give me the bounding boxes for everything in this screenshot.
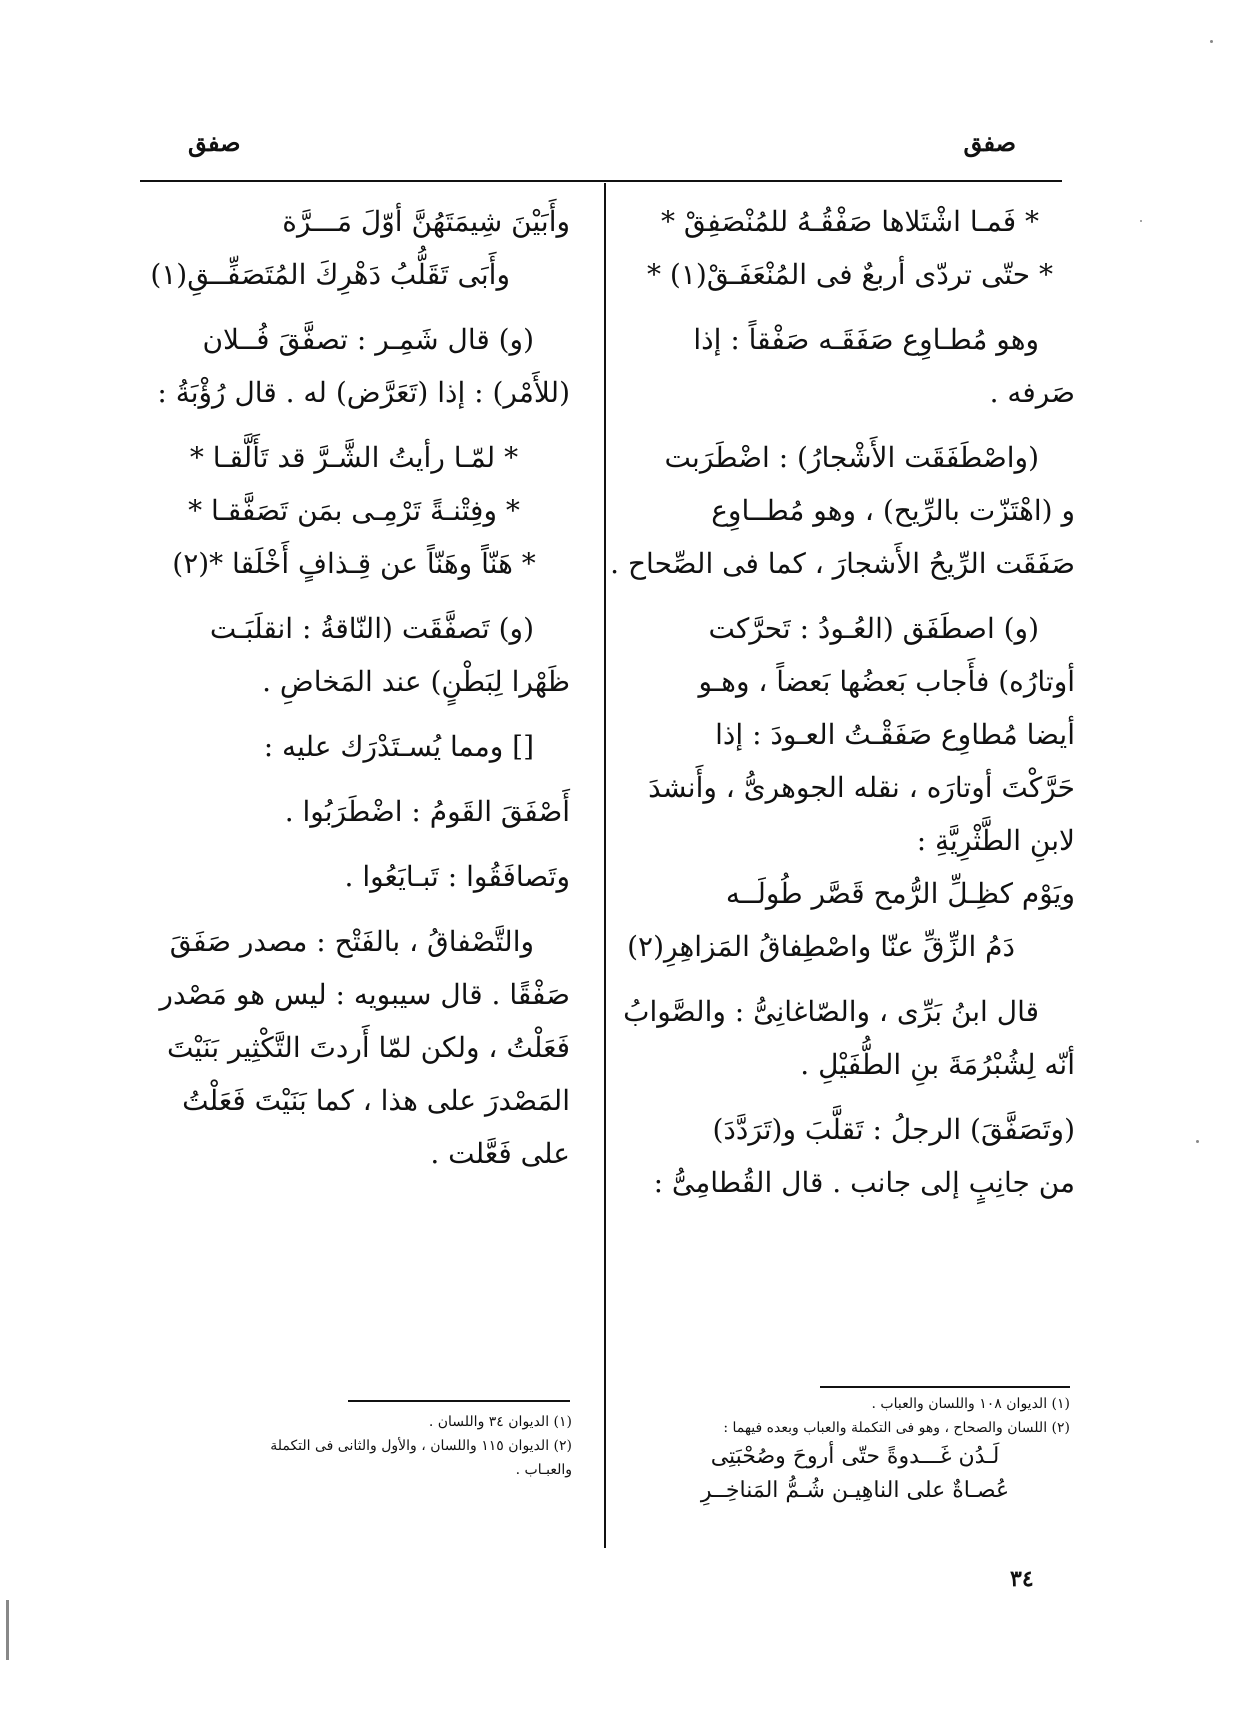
text-line: المَصْدرَ على هذا ، كما بَنَيْتَ فَعَلْتُ <box>182 1084 570 1117</box>
scan-speck <box>1210 40 1213 43</box>
footnotes-right <box>640 1392 1070 1508</box>
footnote: (١) الديوان ١٠٨ واللسان والعباب . <box>871 1396 1070 1412</box>
text-line: صَفَقَت الرِّيحُ الأَشجارَ ، كما فى الصِّحاح . <box>610 547 1075 580</box>
text-line: (واصْطَفَقَت الأَشْجارُ) : اضْطَرَبت <box>664 441 1039 474</box>
text-line: وتَصافَقُوا : تَبـايَعُوا . <box>344 860 570 893</box>
verse-line: دَمُ الزِّقِّ عنّا واصْطِفاقُ المَزاهِرِ(٢) <box>627 930 1015 963</box>
footnote: والعبـاب . <box>515 1462 572 1478</box>
footnote-rule-right <box>820 1386 1070 1388</box>
verse-line: * حتّى تردّى أربعٌ فى المُنْعَفَـقْ(١) * <box>647 258 1053 291</box>
footnotes-left <box>140 1410 572 1482</box>
verse-line: * هَنّاً وهَنّاً عن قِـذافٍ أَخْلَقا *(٢) <box>172 547 536 580</box>
text-line: (و) تَصفَّقَت (النّاقةُ : انقلَبَـت <box>209 612 534 645</box>
text-line: لابنِ الطَّثْرِيَّةِ : <box>916 824 1075 857</box>
text-line: صَفْقًا . قال سيبويه : ليس هو مَصْدر <box>159 978 570 1011</box>
text-line: من جانِبٍ إلى جانب . قال القُطامِىُّ : <box>653 1166 1075 1199</box>
scan-speck <box>1196 1140 1199 1143</box>
verse-line: وأَبَيْنَ شِيمَتَهُنَّ أوّلَ مَـــرَّة <box>282 205 570 238</box>
text-line: أوتارُه) فأَجاب بَعضُها بَعضاً ، وهـو <box>698 665 1075 698</box>
footnote-verse-line: لَـدُن غَـــدوةً حتّى أروحَ وصُحْبَتِى <box>710 1444 1000 1469</box>
verse-line: ويَوْم كظِـلِّ الرُّمح قَصَّر طُولَــه <box>725 877 1075 910</box>
text-line: (و) اصطَفَق (العُـودُ : تَحرَّكت <box>708 612 1039 645</box>
header-rule <box>140 180 1062 182</box>
text-line: (و) قال شَمِـر : تصفَّقَ فُــلان <box>202 323 534 356</box>
scan-speck <box>6 1600 9 1660</box>
text-line: أنّه لِشُبْرُمَةَ بنِ الطُّفَيْلِ . <box>800 1048 1075 1081</box>
verse-line: * لمّـا رأيتُ الشَّـرَّ قد تَأَلَّقـا * <box>189 441 519 474</box>
text-line: أَصْفَقَ القَومُ : اضْطَرَبُوا . <box>284 795 570 828</box>
text-line: (وتَصَفَّقَ) الرجلُ : تَقلَّبَ و(تَرَدَّدَ) <box>712 1113 1075 1146</box>
text-line: حَرَّكْتَ أوتارَه ، نقله الجوهرىُّ ، وأَنشدَ <box>648 771 1075 804</box>
text-line: صَرفه . <box>989 376 1075 409</box>
footnote: (٢) اللسان والصحاح ، وهو فى التكملة والعباب وبعده فيهما : <box>723 1420 1070 1436</box>
right-column <box>610 195 1075 1209</box>
text-line: والتَّصْفاقُ ، بالفَتْح : مصدر صَفَقَ <box>169 925 534 958</box>
text-line: وهو مُطـاوِع صَفَقَـه صَفْقاً : إذا <box>693 323 1039 356</box>
text-line: ظَهْرا لِبَطْنٍ) عند المَخاضِ . <box>262 665 570 698</box>
running-header-left: صفق <box>188 128 241 157</box>
verse-line: وأَبَى تَقَلُّبُ دَهْرِكَ المُتَصَفِّــقِ(١) <box>150 258 510 291</box>
text-line: فَعَلْتُ ، ولكن لمّا أَردتَ التَّكْثِير بَنَيْتَ <box>166 1031 570 1064</box>
footnote-rule-left <box>348 1400 570 1402</box>
text-line: (للأَمْر) : إذا (تَعَرَّض) له . قال رُؤْبَةُ : <box>157 376 570 409</box>
verse-line: * فَمـا اشْتَلاها صَفْقُـهُ للمُنْصَفِقْ * <box>660 205 1040 238</box>
footnote-verse-line: عُصـاةٌ على الناهِيـن شُـمُّ المَناخِــرِ <box>700 1478 1010 1503</box>
text-line: و (اهْتَزّت بالرِّيح) ، وهو مُطــاوِع <box>711 494 1075 527</box>
running-header-right: صفق <box>963 128 1016 157</box>
verse-line: * وفِتْنـةً تَرْمِـى بمَن تَصَفَّقـا * <box>188 494 520 527</box>
footnote: (١) الديوان ٣٤ واللسان . <box>428 1414 572 1430</box>
text-line: على فَعَّلت . <box>430 1137 570 1170</box>
text-line: [] ومما يُسـتَدْرَك عليه : <box>263 730 534 763</box>
page-number: ٣٤ <box>1010 1566 1034 1592</box>
left-column <box>138 195 570 1180</box>
scan-speck <box>1140 220 1142 222</box>
text-line: أيضا مُطاوِع صَفَقْـتُ العـودَ : إذا <box>715 718 1075 751</box>
text-line: قال ابنُ بَرِّى ، والصّاغانِىُّ : والصَّوابُ <box>623 995 1039 1028</box>
column-divider <box>604 183 606 1548</box>
footnote: (٢) الديوان ١١٥ واللسان ، والأول والثانى فى التكملة <box>270 1438 572 1454</box>
